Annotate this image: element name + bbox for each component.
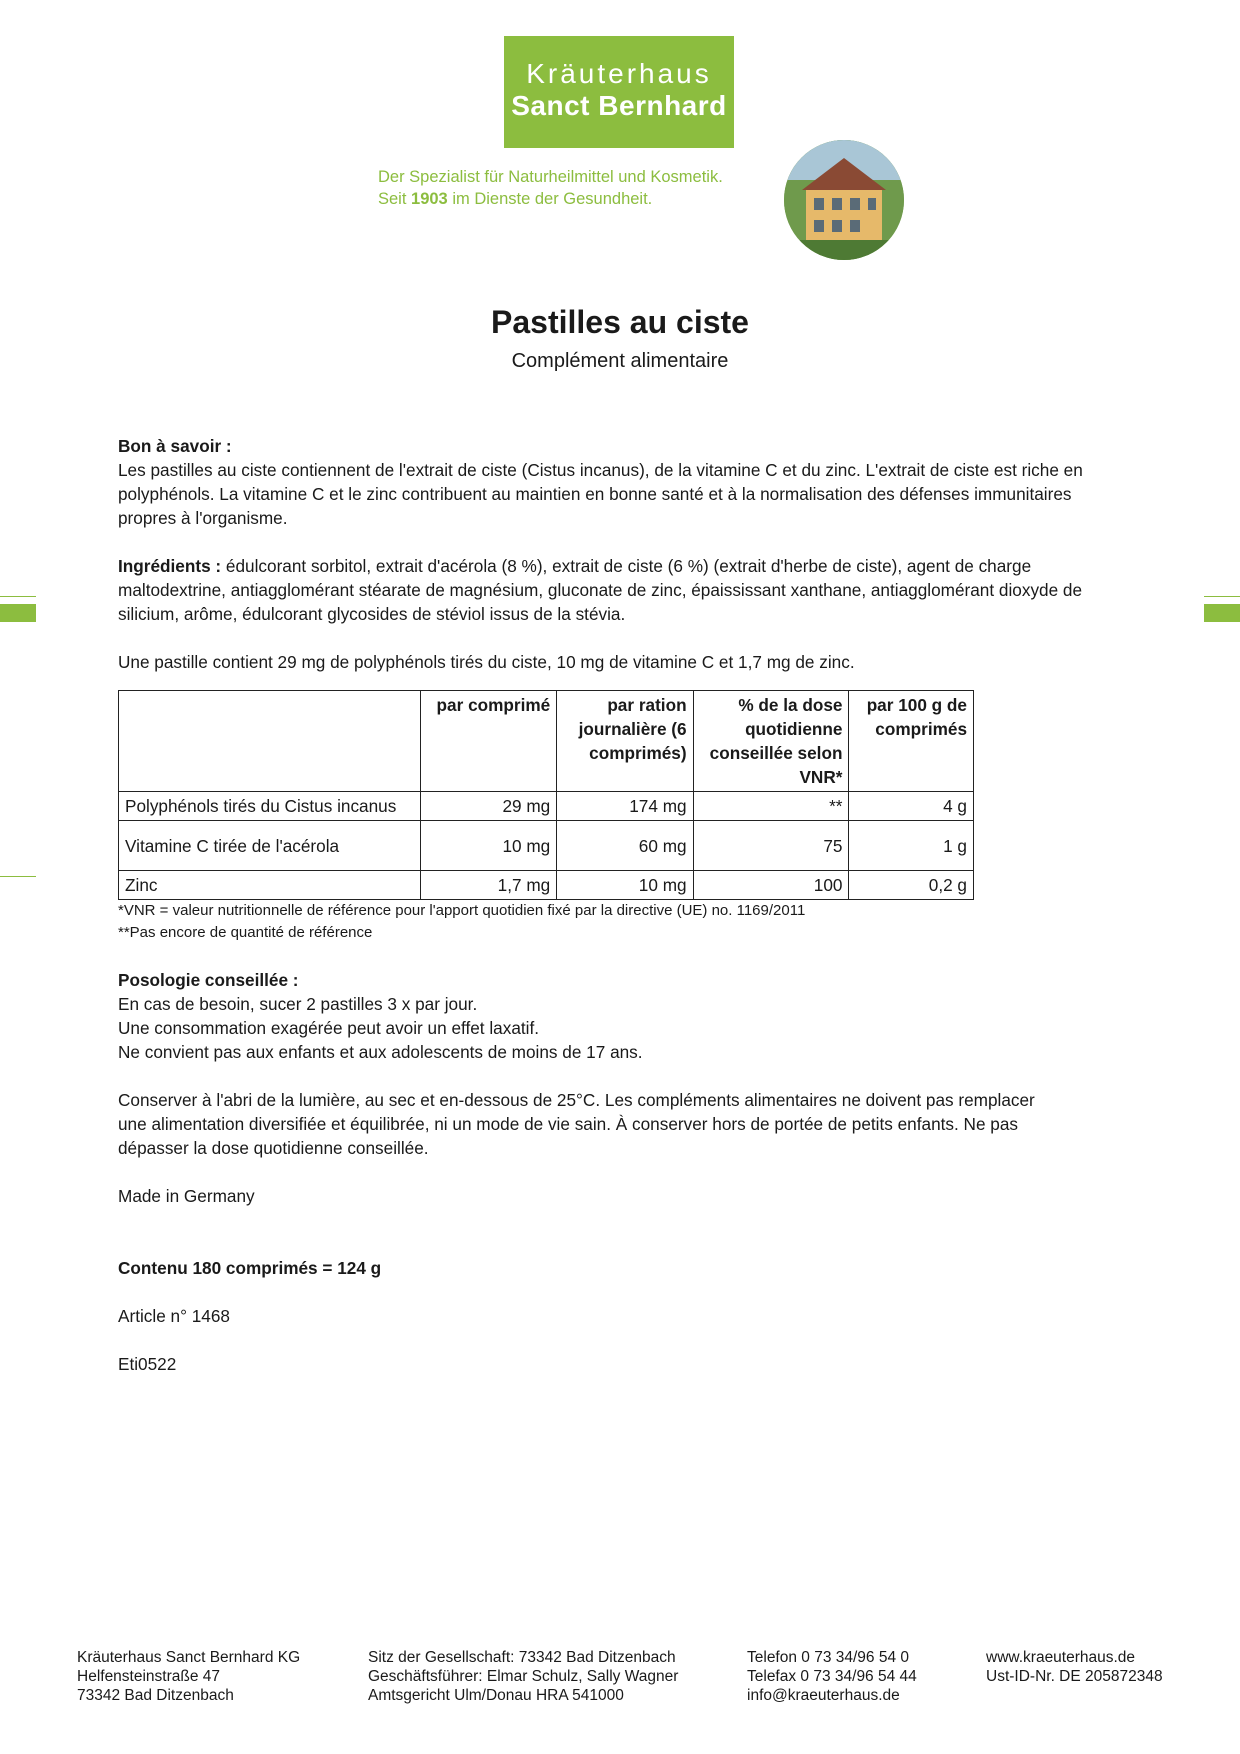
footer-line: Sitz der Gesellschaft: 73342 Bad Ditzenbach: [368, 1649, 676, 1666]
footer-line: Helfensteinstraße 47: [77, 1668, 221, 1685]
table-row: [119, 871, 974, 900]
nutrition-table: [118, 690, 974, 900]
table-cell: 174 mg: [557, 792, 693, 821]
table-header-cell: par comprimé: [421, 691, 557, 792]
building-photo: [784, 140, 904, 260]
footer-company: [77, 1648, 300, 1705]
right-mark-block: [1204, 604, 1240, 622]
storage-text: Conserver à l'abri de la lumière, au sec et en-dessous de 25°C. Les compléments alimentaires ne doivent pas remplacer une alimentation diversifiée et équilibrée, ni un mode de vie sain. À conserver hors de portée de petits enfants. Ne pas dépasser la dose quotidienne conseillée.: [118, 1090, 1035, 1158]
table-cell: 0,2 g: [849, 871, 974, 900]
table-cell: 60 mg: [557, 821, 693, 871]
footer-line: Ust-ID-Nr. DE 205872348: [986, 1668, 1163, 1685]
table-cell: Vitamine C tirée de l'acérola: [119, 821, 421, 871]
brand-logo: [504, 36, 734, 148]
main-content: [118, 434, 1128, 1376]
footer-line[interactable]: www.kraeuterhaus.de: [986, 1649, 1136, 1666]
footer-contact: [747, 1648, 917, 1705]
eti-code: Eti0522: [118, 1354, 177, 1374]
logo-line-2: Sanct Bernhard: [511, 90, 727, 121]
per-pastille-text: Une pastille contient 29 mg de polyphénols tirés du ciste, 10 mg de vitamine C et 1,7 mg de zinc.: [118, 652, 855, 672]
dosage-line: Ne convient pas aux enfants et aux adolescents de moins de 17 ans.: [118, 1042, 643, 1062]
table-row: [119, 792, 974, 821]
footer-line: Amtsgericht Ulm/Donau HRA 541000: [368, 1687, 624, 1704]
footer-line[interactable]: info@kraeuterhaus.de: [747, 1687, 900, 1704]
table-header-cell: par 100 g de comprimés: [849, 691, 974, 792]
table-cell: 10 mg: [557, 871, 693, 900]
table-cell: 29 mg: [421, 792, 557, 821]
tagline-line-1: Der Spezialist für Naturheilmittel und Kosmetik.: [378, 168, 723, 186]
article-number: Article n° 1468: [118, 1306, 230, 1326]
ingredients-text: édulcorant sorbitol, extrait d'acérola (8 %), extrait de ciste (6 %) (extrait d'herbe de ciste), agent de charge maltodextrine, antiagglomérant stéarate de magnésium, gluconate de zinc, épaississant xanthane, antiagglomérant dioxyde de silicium, arôme, édulcorant glycosides de stéviol issus de la stévia.: [118, 556, 1083, 624]
table-cell: Polyphénols tirés du Cistus incanus: [119, 792, 421, 821]
table-cell: 75: [693, 821, 849, 871]
dosage-line: En cas de besoin, sucer 2 pastilles 3 x par jour.: [118, 994, 478, 1014]
ingredients-heading: Ingrédients :: [118, 556, 222, 576]
dosage-heading: Posologie conseillée :: [118, 970, 299, 990]
table-header-cell: % de la dose quotidienne conseillée selon VNR*: [693, 691, 849, 792]
table-cell: 1 g: [849, 821, 974, 871]
left-mark-block: [0, 604, 36, 622]
good-to-know-text: Les pastilles au ciste contiennent de l'extrait de ciste (Cistus incanus), de la vitamine C et du zinc. L'extrait de ciste est riche en polyphénols. La vitamine C et le zinc contribuent au maintien en bonne santé et à la normalisation des défenses immunitaires propres à l'organisme.: [118, 460, 1083, 528]
table-cell: **: [693, 792, 849, 821]
table-cell: 1,7 mg: [421, 871, 557, 900]
made-in: Made in Germany: [118, 1186, 255, 1206]
footer-line: Telefax 0 73 34/96 54 44: [747, 1668, 917, 1685]
table-cell: 4 g: [849, 792, 974, 821]
footer-line: Kräuterhaus Sanct Bernhard KG: [77, 1649, 301, 1666]
table-header-row: [119, 691, 974, 792]
content-amount: Contenu 180 comprimés = 124 g: [118, 1258, 382, 1278]
table-header-cell: par ration journalière (6 comprimés): [557, 691, 693, 792]
table-cell: 10 mg: [421, 821, 557, 871]
table-row: [119, 821, 974, 871]
table-header-cell: [119, 691, 421, 792]
product-subtitle: Complément alimentaire: [511, 350, 729, 372]
left-mark-top: [0, 596, 36, 597]
table-cell: 100: [693, 871, 849, 900]
table-cell: Zinc: [119, 871, 421, 900]
tagline: [378, 166, 723, 210]
footnote-vnr: *VNR = valeur nutritionnelle de référence pour l'apport quotidien fixé par la directive (UE) no. 1169/2011: [118, 902, 806, 919]
footer-legal: [368, 1648, 678, 1705]
left-mark-bottom: [0, 876, 36, 877]
footer-line: Telefon 0 73 34/96 54 0: [747, 1649, 910, 1666]
dosage-line: Une consommation exagérée peut avoir un effet laxatif.: [118, 1018, 540, 1038]
right-mark-top: [1204, 596, 1240, 597]
logo-line-1: Kräuterhaus: [526, 58, 712, 89]
footer-line: 73342 Bad Ditzenbach: [77, 1687, 234, 1704]
footer-line: Geschäftsführer: Elmar Schulz, Sally Wagner: [368, 1668, 679, 1685]
footer-web: [986, 1648, 1163, 1686]
ingredients-paragraph: [118, 554, 1128, 626]
product-title: Pastilles au ciste: [491, 304, 749, 340]
good-to-know-heading: Bon à savoir :: [118, 436, 232, 456]
tagline-line-2: Seit 1903 im Dienste der Gesundheit.: [378, 190, 653, 208]
footnote-reference: **Pas encore de quantité de référence: [118, 924, 373, 941]
